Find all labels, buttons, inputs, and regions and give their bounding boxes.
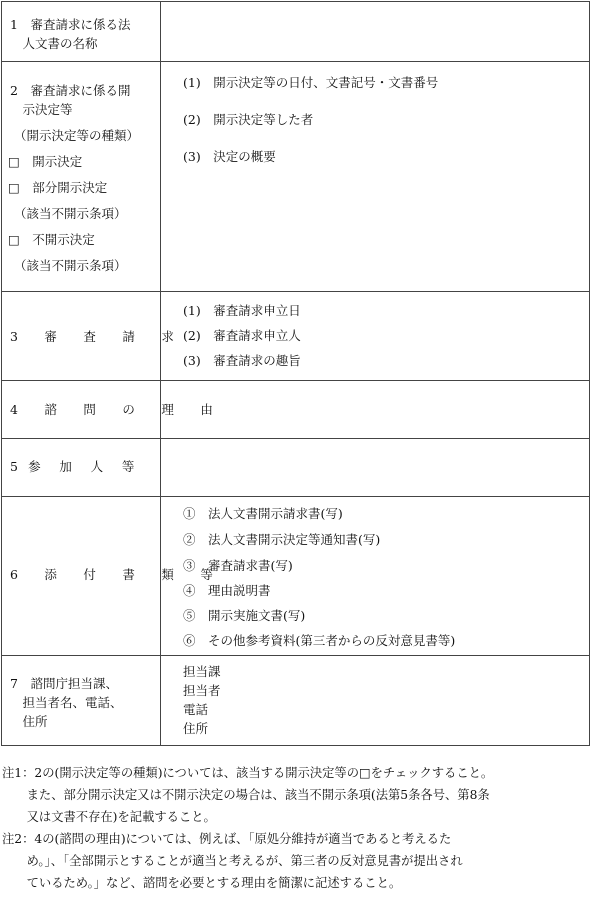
note-line: め。」、「全部開示とすることが適当と考えるが、第三者の反対意見書が提出され: [2, 854, 463, 868]
form-table: [1, 1, 590, 746]
content-line: 住所: [183, 721, 209, 736]
label-line: 5 参 加 人 等: [10, 459, 138, 474]
content-line: (1) 開示決定等の日付、文書記号・文書番号: [183, 75, 439, 90]
content-line: ④ 理由説明書: [183, 583, 271, 598]
row-5-content: [161, 439, 590, 497]
label-line: 1 審査請求に係る法: [10, 17, 131, 32]
label-line: （開示決定等の種類）: [14, 128, 140, 143]
content-line: (3) 決定の概要: [183, 149, 276, 164]
content-line: ② 法人文書開示決定等通知書(写): [183, 532, 381, 547]
content-line: ⑥ その他参考資料(第三者からの反対意見書等): [183, 633, 456, 648]
content-line: (2) 開示決定等した者: [183, 112, 314, 127]
notes: [0, 762, 591, 894]
content-line: 担当課: [183, 664, 221, 679]
content-line: ① 法人文書開示請求書(写): [183, 506, 343, 521]
label-line: 6 添 付 書 類 等: [10, 567, 225, 582]
label-line: 示決定等: [10, 102, 73, 117]
note-line: ているため。」など、諮問を必要とする理由を簡潔に記述すること。: [2, 876, 402, 890]
checkbox-partial-disclosure[interactable]: □ 部分開示決定: [8, 180, 108, 195]
row-1-content: [161, 2, 590, 62]
row-2: [2, 62, 590, 292]
checkbox-non-disclosure[interactable]: □ 不開示決定: [8, 232, 95, 247]
label-line: 3 審 査 請 求: [10, 329, 186, 344]
note-line: 注2：4の(諮問の理由)については、例えば、「原処分維持が適当であると考えるた: [2, 832, 452, 846]
content-line: (1) 審査請求申立日: [183, 303, 301, 318]
content-line: (3) 審査請求の趣旨: [183, 353, 301, 368]
label-line: 7 諮問庁担当課、: [10, 676, 118, 691]
content-line: ⑤ 開示実施文書(写): [183, 608, 306, 623]
note-line: 注1：2の(開示決定等の種類)については、該当する開示決定等の□をチェックすること。: [2, 766, 494, 780]
label-line: （該当不開示条項）: [14, 206, 127, 221]
note-2: [0, 828, 591, 894]
note-line: 又は文書不存在)を記載すること。: [2, 810, 216, 824]
row-6: [2, 497, 590, 656]
note-1: [0, 762, 591, 828]
label-line: 住所: [10, 714, 48, 729]
label-line: 担当者名、電話、: [10, 695, 123, 710]
label-line: 2 審査請求に係る開: [10, 83, 131, 98]
content-line: (2) 審査請求申立人: [183, 328, 301, 343]
row-1: [2, 2, 590, 62]
label-line: 人文書の名称: [10, 36, 98, 51]
row-4-content: [161, 381, 590, 439]
content-line: 電話: [183, 702, 209, 717]
row-4: [2, 381, 590, 439]
row-3: [2, 292, 590, 381]
row-5: [2, 439, 590, 497]
checkbox-disclosure[interactable]: □ 開示決定: [8, 154, 83, 169]
content-line: 担当者: [183, 683, 221, 698]
row-7: [2, 656, 590, 746]
label-line: 4 諮 問 の 理 由: [10, 402, 225, 417]
label-line: （該当不開示条項）: [14, 258, 127, 273]
note-line: また、部分開示決定又は不開示決定の場合は、該当不開示条項(法第5条各号、第8条: [2, 788, 490, 802]
content-line: ③ 審査請求書(写): [183, 558, 293, 573]
